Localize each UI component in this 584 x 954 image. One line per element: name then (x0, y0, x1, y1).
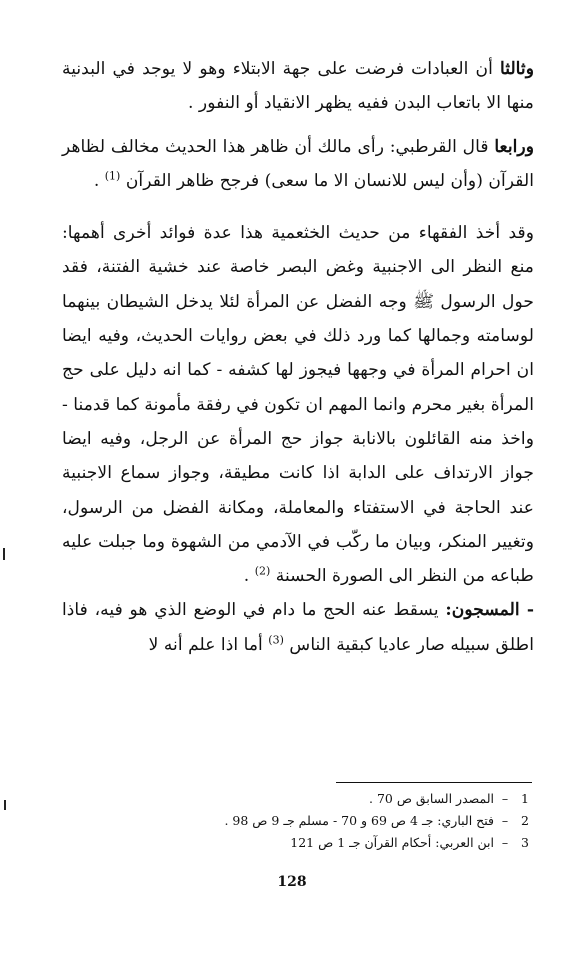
paragraph-tail: . (243, 566, 255, 587)
paragraph-tail: أما اذا علم أنه لا (148, 634, 269, 655)
body-text (62, 52, 534, 662)
footnote-dash: – (501, 813, 509, 828)
footnote-ref: (3) (268, 633, 284, 647)
spacer (62, 198, 534, 216)
footnote-item (150, 810, 534, 832)
scan-artifact-mark (4, 800, 6, 810)
paragraph-rabian (62, 130, 534, 199)
footnote-item (150, 788, 534, 810)
footnote-text: ابن العربي: أحكام القرآن جـ 1 ص 121 (290, 835, 494, 850)
footnote-number: 3 (521, 835, 529, 850)
paragraph-thalithan (62, 52, 534, 121)
paragraph-lead: ورابعا (494, 136, 534, 157)
paragraph-fawaid (62, 216, 534, 593)
footnote-ref: (1) (104, 169, 121, 183)
footnote-dash: – (501, 835, 509, 850)
footnote-text: المصدر السابق ص 70 . (369, 791, 494, 806)
paragraph-lead: وثالثا (500, 59, 534, 79)
paragraph-tail: . (93, 170, 105, 191)
scan-artifact-mark (3, 548, 5, 560)
footnote-text: فتح الباري: جـ 4 ص 69 و 70 - مسلم جـ 9 ص 98 . (224, 813, 494, 828)
footnotes (150, 788, 534, 854)
paragraph-masjun (62, 593, 534, 662)
paragraph-text: أن العبادات فرضت على جهة الابتلاء وهو لا يوجد في البدنية منها الا باتعاب البدن ففيه يظهر الانقياد أو النفور . (62, 59, 534, 114)
footnote-item (150, 832, 534, 854)
footnote-dash: – (501, 791, 509, 806)
footnote-separator (336, 782, 532, 783)
paragraph-text: يسقط عنه الحج ما دام في الوضع الذي هو فيه، فاذا اطلق سبيله صار عاديا كبقية الناس (62, 600, 534, 655)
paragraph-text: وقد أخذ الفقهاء من حديث الخثعمية هذا عدة فوائد أخرى أهمها: منع النظر الى الاجنبية وغض البصر خاصة عند خشية الفتنة، فقد حول الرسول ﷺ وجه الفضل عن المرأة لئلا يدخل الشيطان بينهما لوسامته وجمالها كما ورد ذلك في بعض روايات الحديث، وفيه ايضا ان احرام المرأة في وجهها فيجوز لها كشفه - كما انه دليل على حج المرأة بغير محرم وانما المهم ان تكون في رفقة مأمونة كما قدمنا - واخذ منه القائلون بالانابة جواز حج المرأة عن الرجل، وفيه ايضا جواز الارتداف على الدابة اذا كانت مطيقة، وجواز سماع الاجنبية عند الحاجة في الاستفتاء والمعاملة، ومكانة الفضل من الرسول، وتغيير المنكر، وبيان ما ركّب في الآدمي من الشهوة وما جبلت عليه طباعه من النظر الى الصورة الحسنة (62, 223, 534, 587)
footnote-ref: (2) (254, 564, 271, 578)
page-number: 128 (277, 874, 307, 890)
footnote-number: 2 (521, 813, 529, 828)
paragraph-text: قال القرطبي: رأى مالك أن ظاهر هذا الحديث مخالف لظاهر القرآن (وأن ليس للانسان الا ما سعى) فرجح ظاهر القرآن (62, 136, 534, 191)
footnote-number: 1 (521, 791, 529, 806)
spacer (62, 121, 534, 130)
paragraph-lead: - المسجون: (445, 600, 534, 621)
